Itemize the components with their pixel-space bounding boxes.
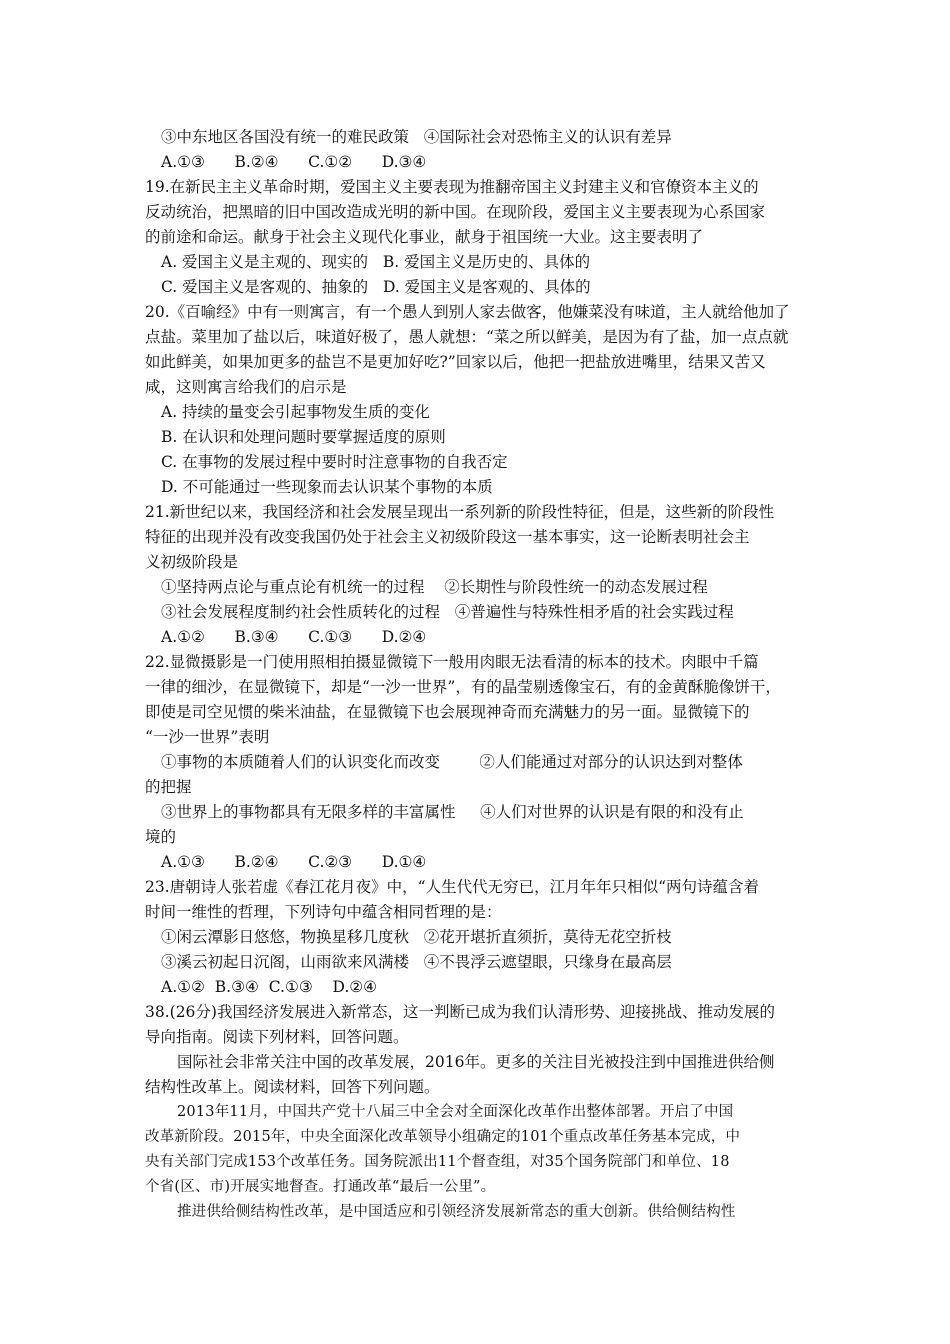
- q21-stem-line-2: 特征的出现并没有改变我国仍处于社会主义初级阶段这一基本事实，这一论断表明社会主: [145, 528, 750, 546]
- q19-stem-line-1: 19.在新民主主义革命时期，爱国主义主要表现为推翻帝国主义封建主义和官僚资本主义的: [145, 178, 759, 196]
- q23-options: A.①② B.③④ C.①③ D.②④: [161, 978, 378, 996]
- q19-options-c-d: C. 爱国主义是客观的、抽象的 D. 爱国主义是客观的、具体的: [161, 278, 591, 296]
- q38-intro-line-2: 结构性改革上。阅读材料，回答下列问题。: [145, 1078, 440, 1096]
- q22-statements-1-2: ①事物的本质随着人们的认识变化而改变 ②人们能通过对部分的认识达到对整体: [161, 753, 743, 771]
- q18-statements-3-4: ③中东地区各国没有统一的难民政策 ④国际社会对恐怖主义的认识有差异: [161, 128, 672, 146]
- q20-stem-line-4: 咸，这则寓言给我们的启示是: [145, 378, 347, 396]
- q20-stem-line-1: 20.《百喻经》中有一则寓言，有一个愚人到别人家去做客，他嫌菜没有味道，主人就给他加了: [145, 303, 790, 321]
- q38-stem-line-1: 38.(26分)我国经济发展进入新常态，这一判断已成为我们认清形势、迎接挑战、推动发展的: [145, 1003, 775, 1021]
- q20-option-c: C. 在事物的发展过程中要时时注意事物的自我否定: [161, 453, 508, 471]
- q22-stem-line-1: 22.显微摄影是一门使用照相拍摄显微镜下一般用肉眼无法看清的标本的技术。肉眼中千篇: [145, 653, 759, 671]
- q23-stem-line-1: 23.唐朝诗人张若虚《春江花月夜》中，“人生代代无穷已，江月年年只相似“两句诗蕴含着: [145, 878, 760, 896]
- q21-stem-line-3: 义初级阶段是: [145, 553, 239, 571]
- q38-material-line-3: 央有关部门完成153个改革任务。国务院派出11个督查组，对35个国务院部门和单位、18: [145, 1154, 730, 1170]
- q23-stem-line-2: 时间一维性的哲理，下列诗句中蕴含相同哲理的是：: [145, 903, 502, 921]
- q38-material-line-5: 推进供给侧结构性改革，是中国适应和引领经济发展新常态的重大创新。供给侧结构性: [177, 1204, 736, 1220]
- q21-stem-line-1: 21.新世纪以来，我国经济和社会发展呈现出一系列新的阶段性特征，但是，这些新的阶段性: [145, 503, 775, 521]
- q22-options: A.①③ B.②④ C.②③ D.①④: [161, 853, 427, 871]
- q22-statement-4-cont: 境的: [145, 828, 177, 846]
- q19-stem-line-3: 的前途和命运。献身于社会主义现代化事业，献身于祖国统一大业。这主要表明了: [145, 228, 704, 246]
- q20-stem-line-3: 如此鲜美，如果加更多的盐岂不是更加好吃?”回家以后，他把一把盐放进嘴里，结果又苦又: [145, 353, 766, 371]
- q38-material-line-1: 2013年11月，中国共产党十八届三中全会对全面深化改革作出整体部署。开启了中国: [177, 1104, 734, 1120]
- q18-options: A.①③ B.②④ C.①② D.③④: [161, 153, 427, 171]
- q21-options: A.①② B.③④ C.①③ D.②④: [161, 628, 427, 646]
- q22-stem-line-2: 一律的细沙，在显微镜下，却是“一沙一世界”，有的晶莹剔透像宝石，有的金黄酥脆像饼干，: [145, 678, 781, 696]
- q20-option-b: B. 在认识和处理问题时要掌握适度的原则: [161, 428, 446, 446]
- q21-statements-1-2: ①坚持两点论与重点论有机统一的过程 ②长期性与阶段性统一的动态发展过程: [161, 578, 708, 596]
- q21-statements-3-4: ③社会发展程度制约社会性质转化的过程 ④普遍性与特殊性相矛盾的社会实践过程: [161, 603, 734, 621]
- q22-stem-line-4: “一沙一世界”表明: [145, 728, 270, 746]
- q19-options-a-b: A. 爱国主义是主观的、现实的 B. 爱国主义是历史的、具体的: [161, 253, 591, 271]
- q38-intro-line-1: 国际社会非常关注中国的改革发展，2016年。更多的关注目光被投注到中国推进供给侧: [177, 1053, 775, 1071]
- q23-statements-3-4: ③溪云初起日沉阁，山雨欲来风满楼 ④不畏浮云遮望眼，只缘身在最高层: [161, 953, 672, 971]
- q22-stem-line-3: 即使是司空见惯的柴米油盐，在显微镜下也会展现神奇而充满魅力的另一面。显微镜下的: [145, 703, 750, 721]
- q38-stem-line-2: 导向指南。阅读下列材料，回答问题。: [145, 1028, 409, 1046]
- q19-stem-line-2: 反动统治，把黑暗的旧中国改造成光明的新中国。在现阶段，爱国主义主要表现为心系国家: [145, 203, 766, 221]
- q20-option-a: A. 持续的量变会引起事物发生质的变化: [161, 403, 431, 421]
- q23-statements-1-2: ①闲云潭影日悠悠，物换星移几度秋 ②花开堪折直须折，莫待无花空折枝: [161, 928, 672, 946]
- q20-option-d: D. 不可能通过一些现象而去认识某个事物的本质: [161, 478, 493, 496]
- q22-statements-3-4: ③世界上的事物都具有无限多样的丰富属性 ④人们对世界的认识是有限的和没有止: [161, 803, 744, 821]
- q20-stem-line-2: 点盐。菜里加了盐以后，味道好极了，愚人就想：“菜之所以鲜美，是因为有了盐，加一点点就: [145, 328, 789, 346]
- q38-material-line-4: 个省(区、市)开展实地督查。打通改革“最后一公里”。: [145, 1179, 496, 1195]
- q22-statement-2-cont: 的把握: [145, 778, 192, 796]
- q38-material-line-2: 改革新阶段。2015年，中央全面深化改革领导小组确定的101个重点改革任务基本完成，中: [145, 1129, 741, 1145]
